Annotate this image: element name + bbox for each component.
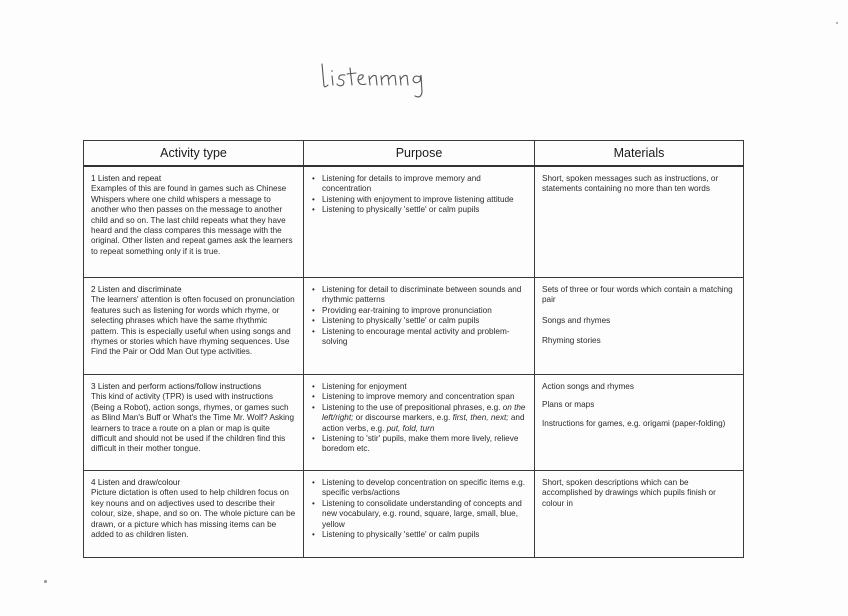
activity-cell (84, 278, 304, 375)
purpose-text: Listening for detail to discriminate between sounds and rhythmic patterns (322, 285, 522, 305)
purpose-item (311, 478, 528, 499)
bullet-icon: • (312, 305, 315, 315)
purpose-text-part: or discourse markers, e.g. (353, 413, 453, 423)
activity-description: Picture dictation is often used to help children focus on key nouns and on adjectives used to describe their colour, size, shape, and so on. The whole picture can be drawn, or a picture which has missing items can be added to as children listen. (91, 488, 296, 540)
purpose-item (311, 306, 528, 316)
materials-item: Action songs and rhymes (542, 382, 634, 391)
purpose-cell (304, 471, 535, 558)
purpose-list (311, 478, 528, 540)
bullet-icon: • (312, 382, 315, 391)
purpose-item (311, 382, 528, 392)
materials-cell (535, 166, 744, 278)
purpose-list (311, 382, 528, 455)
bullet-icon: • (312, 498, 315, 508)
purpose-cell (304, 375, 535, 471)
purpose-text: Listening for enjoyment (322, 382, 407, 391)
purpose-example-italic: put, fold, turn (386, 423, 435, 433)
table-row (84, 375, 744, 471)
activity-description: The learners' attention is often focused on pronunciation features such as listening for words which rhyme, or selecting phrases which have the same rhythmic pattern. This is especially useful when using songs and rhymes or stories which have rhyming sequences. Use Find the Pair or Odd Man Out type activities. (91, 295, 295, 357)
activity-cell (84, 375, 304, 471)
materials-cell (535, 375, 744, 471)
activity-title: 4 Listen and draw/colour (91, 478, 181, 487)
bullet-icon: • (312, 478, 315, 487)
handwritten-title-drawing (318, 52, 448, 102)
scan-speck (44, 580, 47, 583)
bullet-icon: • (312, 392, 315, 402)
activity-cell (84, 166, 304, 278)
table-row (84, 166, 744, 278)
materials-item: Sets of three or four words which contain a matching pair (542, 285, 733, 305)
purpose-text-part: Listening to the use of prepositional phrases, e.g. (322, 402, 503, 412)
purpose-item (311, 434, 528, 455)
activity-title: 3 Listen and perform actions/follow instructions (91, 382, 262, 391)
materials-item: Rhyming stories (542, 336, 601, 346)
purpose-list (311, 174, 528, 216)
activity-description: This kind of activity (TPR) is used with instructions (Being a Robot), action songs, rhymes, or games such as Blind Man's Buff or What's the Time Mr. Wolf? Asking learners to trace a route on a plan or map is quite difficult and should not be used if the children find this difficult in their mother tongue. (91, 392, 295, 454)
purpose-text: Providing ear-training to improve pronunciation (322, 305, 492, 315)
table-row (84, 471, 744, 558)
purpose-text-part: and action verbs, e.g. (322, 413, 525, 433)
materials-item: Songs and rhymes (542, 315, 611, 325)
purpose-item (311, 205, 528, 215)
purpose-example-italic: first, then, next; (452, 413, 509, 423)
bullet-icon: • (312, 530, 315, 540)
materials-item: Plans or maps (542, 400, 595, 410)
purpose-item (311, 327, 528, 348)
header-materials: Materials (535, 141, 744, 167)
table-row (84, 278, 744, 375)
purpose-item (311, 195, 528, 205)
purpose-item (311, 285, 528, 306)
purpose-cell (304, 278, 535, 375)
purpose-text: Listening to improve memory and concentration span (322, 392, 515, 402)
materials-item: Short, spoken messages such as instructions, or statements containing no more than ten words (542, 174, 719, 194)
bullet-icon: • (312, 326, 315, 336)
purpose-text: Listening for details to improve memory and concentration (322, 174, 481, 194)
activity-description: Examples of this are found in games such as Chinese Whispers where one child whispers a message to another who then passes on the message to another child and so on. The last child repeats what they have heard and the class compares this message with the original. Other listen and repeat games ask the learners to repeat something only if it is true. (91, 184, 293, 256)
bullet-icon: • (312, 434, 315, 444)
materials-item: Short, spoken descriptions which can be accomplished by drawings which pupils finish or colour in (542, 478, 716, 508)
materials-cell (535, 278, 744, 375)
purpose-text: Listening to encourage mental activity and problem-solving (322, 326, 510, 347)
bullet-icon: • (312, 194, 315, 204)
listening-activities-table (83, 140, 744, 558)
purpose-cell (304, 166, 535, 278)
bullet-icon: • (312, 174, 315, 183)
purpose-text: Listening to physically 'settle' or calm pupils (322, 530, 480, 540)
purpose-example-italic: on the left/right; (322, 402, 526, 423)
purpose-text: Listening to physically 'settle' or calm pupils (322, 316, 480, 326)
purpose-text: Listening to 'stir' pupils, make them more lively, relieve boredom etc. (322, 434, 519, 454)
scan-speck (836, 22, 838, 24)
handwritten-title (318, 52, 448, 102)
bullet-icon: • (312, 285, 315, 294)
purpose-text: Listening with enjoyment to improve listening attitude (322, 194, 514, 204)
header-activity-type: Activity type (84, 141, 304, 167)
header-purpose: Purpose (304, 141, 535, 167)
purpose-item (311, 392, 528, 402)
activity-title: 1 Listen and repeat (91, 174, 162, 183)
purpose-text: Listening to develop concentration on specific items e.g. specific verbs/actions (322, 478, 525, 498)
materials-cell (535, 471, 744, 558)
purpose-item (311, 499, 528, 530)
materials-item: Instructions for games, e.g. origami (paper-folding) (542, 418, 726, 428)
activity-title: 2 Listen and discriminate (91, 285, 182, 294)
purpose-item (311, 530, 528, 540)
purpose-item (311, 174, 528, 195)
purpose-item (311, 403, 528, 434)
activity-cell (84, 471, 304, 558)
purpose-text: Listening to physically 'settle' or calm pupils (322, 205, 480, 215)
bullet-icon: • (312, 205, 315, 215)
purpose-item (311, 316, 528, 326)
bullet-icon: • (312, 316, 315, 326)
table-header-row (84, 141, 744, 167)
purpose-text: Listening to consolidate understanding of concepts and new vocabulary, e.g. round, square, large, small, blue, yellow (322, 498, 522, 529)
purpose-list (311, 285, 528, 347)
bullet-icon: • (312, 402, 315, 412)
